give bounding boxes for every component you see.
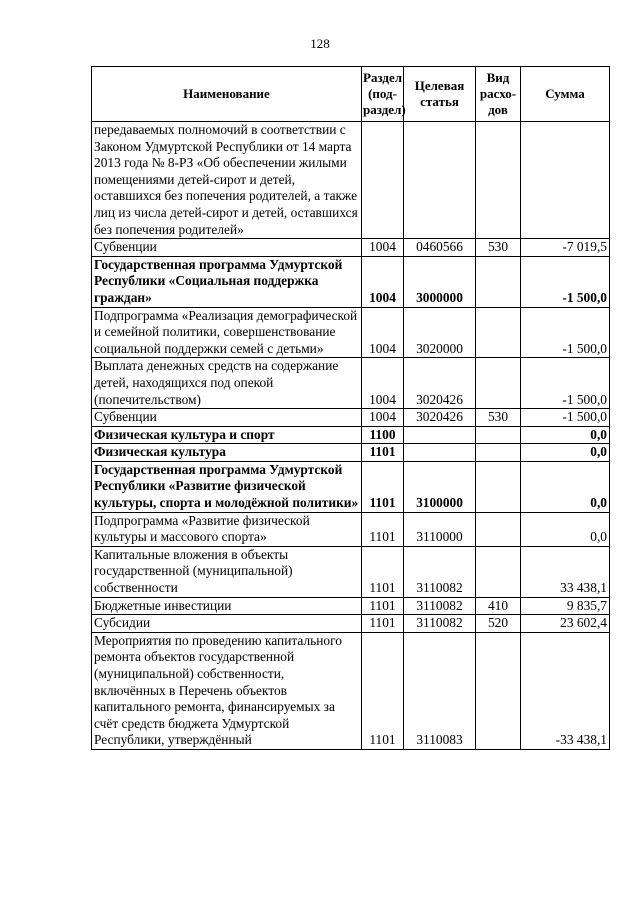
row-kind: 530 bbox=[476, 409, 521, 427]
row-kind: 410 bbox=[476, 597, 521, 615]
table-row bbox=[92, 632, 610, 749]
row-article: 3020000 bbox=[404, 307, 476, 358]
row-article bbox=[404, 426, 476, 444]
row-name: Физическая культура bbox=[92, 444, 362, 462]
row-sum: 0,0 bbox=[521, 512, 610, 546]
row-name: Государственная программа Удмуртской Республики «Развитие физической культуры, спорта и молодёжной политики» bbox=[92, 461, 362, 512]
row-section: 1004 bbox=[362, 358, 404, 409]
header-sum: Сумма bbox=[521, 67, 610, 122]
row-sum: -7 019,5 bbox=[521, 239, 610, 257]
table-row bbox=[92, 546, 610, 597]
row-kind bbox=[476, 632, 521, 749]
table-body bbox=[92, 122, 610, 750]
budget-table bbox=[91, 66, 610, 750]
row-name: передаваемых полномочий в соответствии с Законом Удмуртской Республики от 14 марта 2013 года № 8-РЗ «Об обеспечении жилыми помещениями детей-сирот и детей, оставшихся без попечения родителей, а также лиц из числа детей-сирот и детей, оставшихся без попечения родителей» bbox=[92, 122, 362, 239]
table-header-row bbox=[92, 67, 610, 122]
row-name: Субсидии bbox=[92, 615, 362, 633]
row-sum: 0,0 bbox=[521, 444, 610, 462]
row-article: 3020426 bbox=[404, 409, 476, 427]
row-article: 3110082 bbox=[404, 615, 476, 633]
row-section: 1101 bbox=[362, 546, 404, 597]
table-row bbox=[92, 597, 610, 615]
table-row bbox=[92, 307, 610, 358]
header-kind: Вид расхо-дов bbox=[476, 67, 521, 122]
row-article: 3020426 bbox=[404, 358, 476, 409]
row-name: Субвенции bbox=[92, 409, 362, 427]
row-kind bbox=[476, 444, 521, 462]
page-number: 128 bbox=[310, 36, 330, 51]
table-row bbox=[92, 409, 610, 427]
row-sum: -1 500,0 bbox=[521, 307, 610, 358]
row-name: Мероприятия по проведению капитального ремонта объектов государственной (муниципальной) собственности, включённых в Перечень объектов капитального ремонта, финансируемых за счёт средств бюджета Удмуртской Республики, утверждённый bbox=[92, 632, 362, 749]
table-row bbox=[92, 461, 610, 512]
row-article: 3110082 bbox=[404, 597, 476, 615]
row-section: 1004 bbox=[362, 307, 404, 358]
row-section: 1101 bbox=[362, 444, 404, 462]
row-section: 1101 bbox=[362, 461, 404, 512]
row-name: Физическая культура и спорт bbox=[92, 426, 362, 444]
table-row bbox=[92, 358, 610, 409]
row-sum: -33 438,1 bbox=[521, 632, 610, 749]
row-section: 1004 bbox=[362, 256, 404, 307]
table-row bbox=[92, 239, 610, 257]
row-section: 1004 bbox=[362, 239, 404, 257]
row-name: Государственная программа Удмуртской Республики «Социальная поддержка граждан» bbox=[92, 256, 362, 307]
row-sum: 23 602,4 bbox=[521, 615, 610, 633]
row-sum: -1 500,0 bbox=[521, 409, 610, 427]
row-kind bbox=[476, 426, 521, 444]
row-name: Выплата денежных средств на содержание детей, находящихся под опекой (попечительством) bbox=[92, 358, 362, 409]
row-kind bbox=[476, 461, 521, 512]
row-sum: 0,0 bbox=[521, 461, 610, 512]
header-section: Раздел (под-раздел) bbox=[362, 67, 404, 122]
row-kind bbox=[476, 546, 521, 597]
header-article: Целевая статья bbox=[404, 67, 476, 122]
row-name: Подпрограмма «Реализация демографической и семейной политики, совершенствование социальной поддержки семей с детьми» bbox=[92, 307, 362, 358]
table-row bbox=[92, 256, 610, 307]
row-section bbox=[362, 122, 404, 239]
row-sum: 0,0 bbox=[521, 426, 610, 444]
row-name: Подпрограмма «Развитие физической культуры и массового спорта» bbox=[92, 512, 362, 546]
row-kind bbox=[476, 358, 521, 409]
row-kind bbox=[476, 122, 521, 239]
row-name: Капитальные вложения в объекты государственной (муниципальной) собственности bbox=[92, 546, 362, 597]
row-section: 1101 bbox=[362, 512, 404, 546]
row-section: 1100 bbox=[362, 426, 404, 444]
header-name: Наименование bbox=[92, 67, 362, 122]
row-section: 1101 bbox=[362, 632, 404, 749]
table-row bbox=[92, 122, 610, 239]
table-row bbox=[92, 615, 610, 633]
row-article: 3000000 bbox=[404, 256, 476, 307]
row-article bbox=[404, 122, 476, 239]
row-article bbox=[404, 444, 476, 462]
row-name: Бюджетные инвестиции bbox=[92, 597, 362, 615]
row-article: 0460566 bbox=[404, 239, 476, 257]
row-section: 1004 bbox=[362, 409, 404, 427]
row-name: Субвенции bbox=[92, 239, 362, 257]
table-row bbox=[92, 444, 610, 462]
table-row bbox=[92, 512, 610, 546]
row-kind: 530 bbox=[476, 239, 521, 257]
row-section: 1101 bbox=[362, 615, 404, 633]
row-section: 1101 bbox=[362, 597, 404, 615]
row-sum: -1 500,0 bbox=[521, 256, 610, 307]
row-sum: -1 500,0 bbox=[521, 358, 610, 409]
row-kind bbox=[476, 512, 521, 546]
row-article: 3110000 bbox=[404, 512, 476, 546]
row-kind bbox=[476, 307, 521, 358]
row-sum: 9 835,7 bbox=[521, 597, 610, 615]
row-kind bbox=[476, 256, 521, 307]
table-row bbox=[92, 426, 610, 444]
row-kind: 520 bbox=[476, 615, 521, 633]
row-sum: 33 438,1 bbox=[521, 546, 610, 597]
row-article: 3110083 bbox=[404, 632, 476, 749]
row-article: 3110082 bbox=[404, 546, 476, 597]
row-article: 3100000 bbox=[404, 461, 476, 512]
row-sum bbox=[521, 122, 610, 239]
